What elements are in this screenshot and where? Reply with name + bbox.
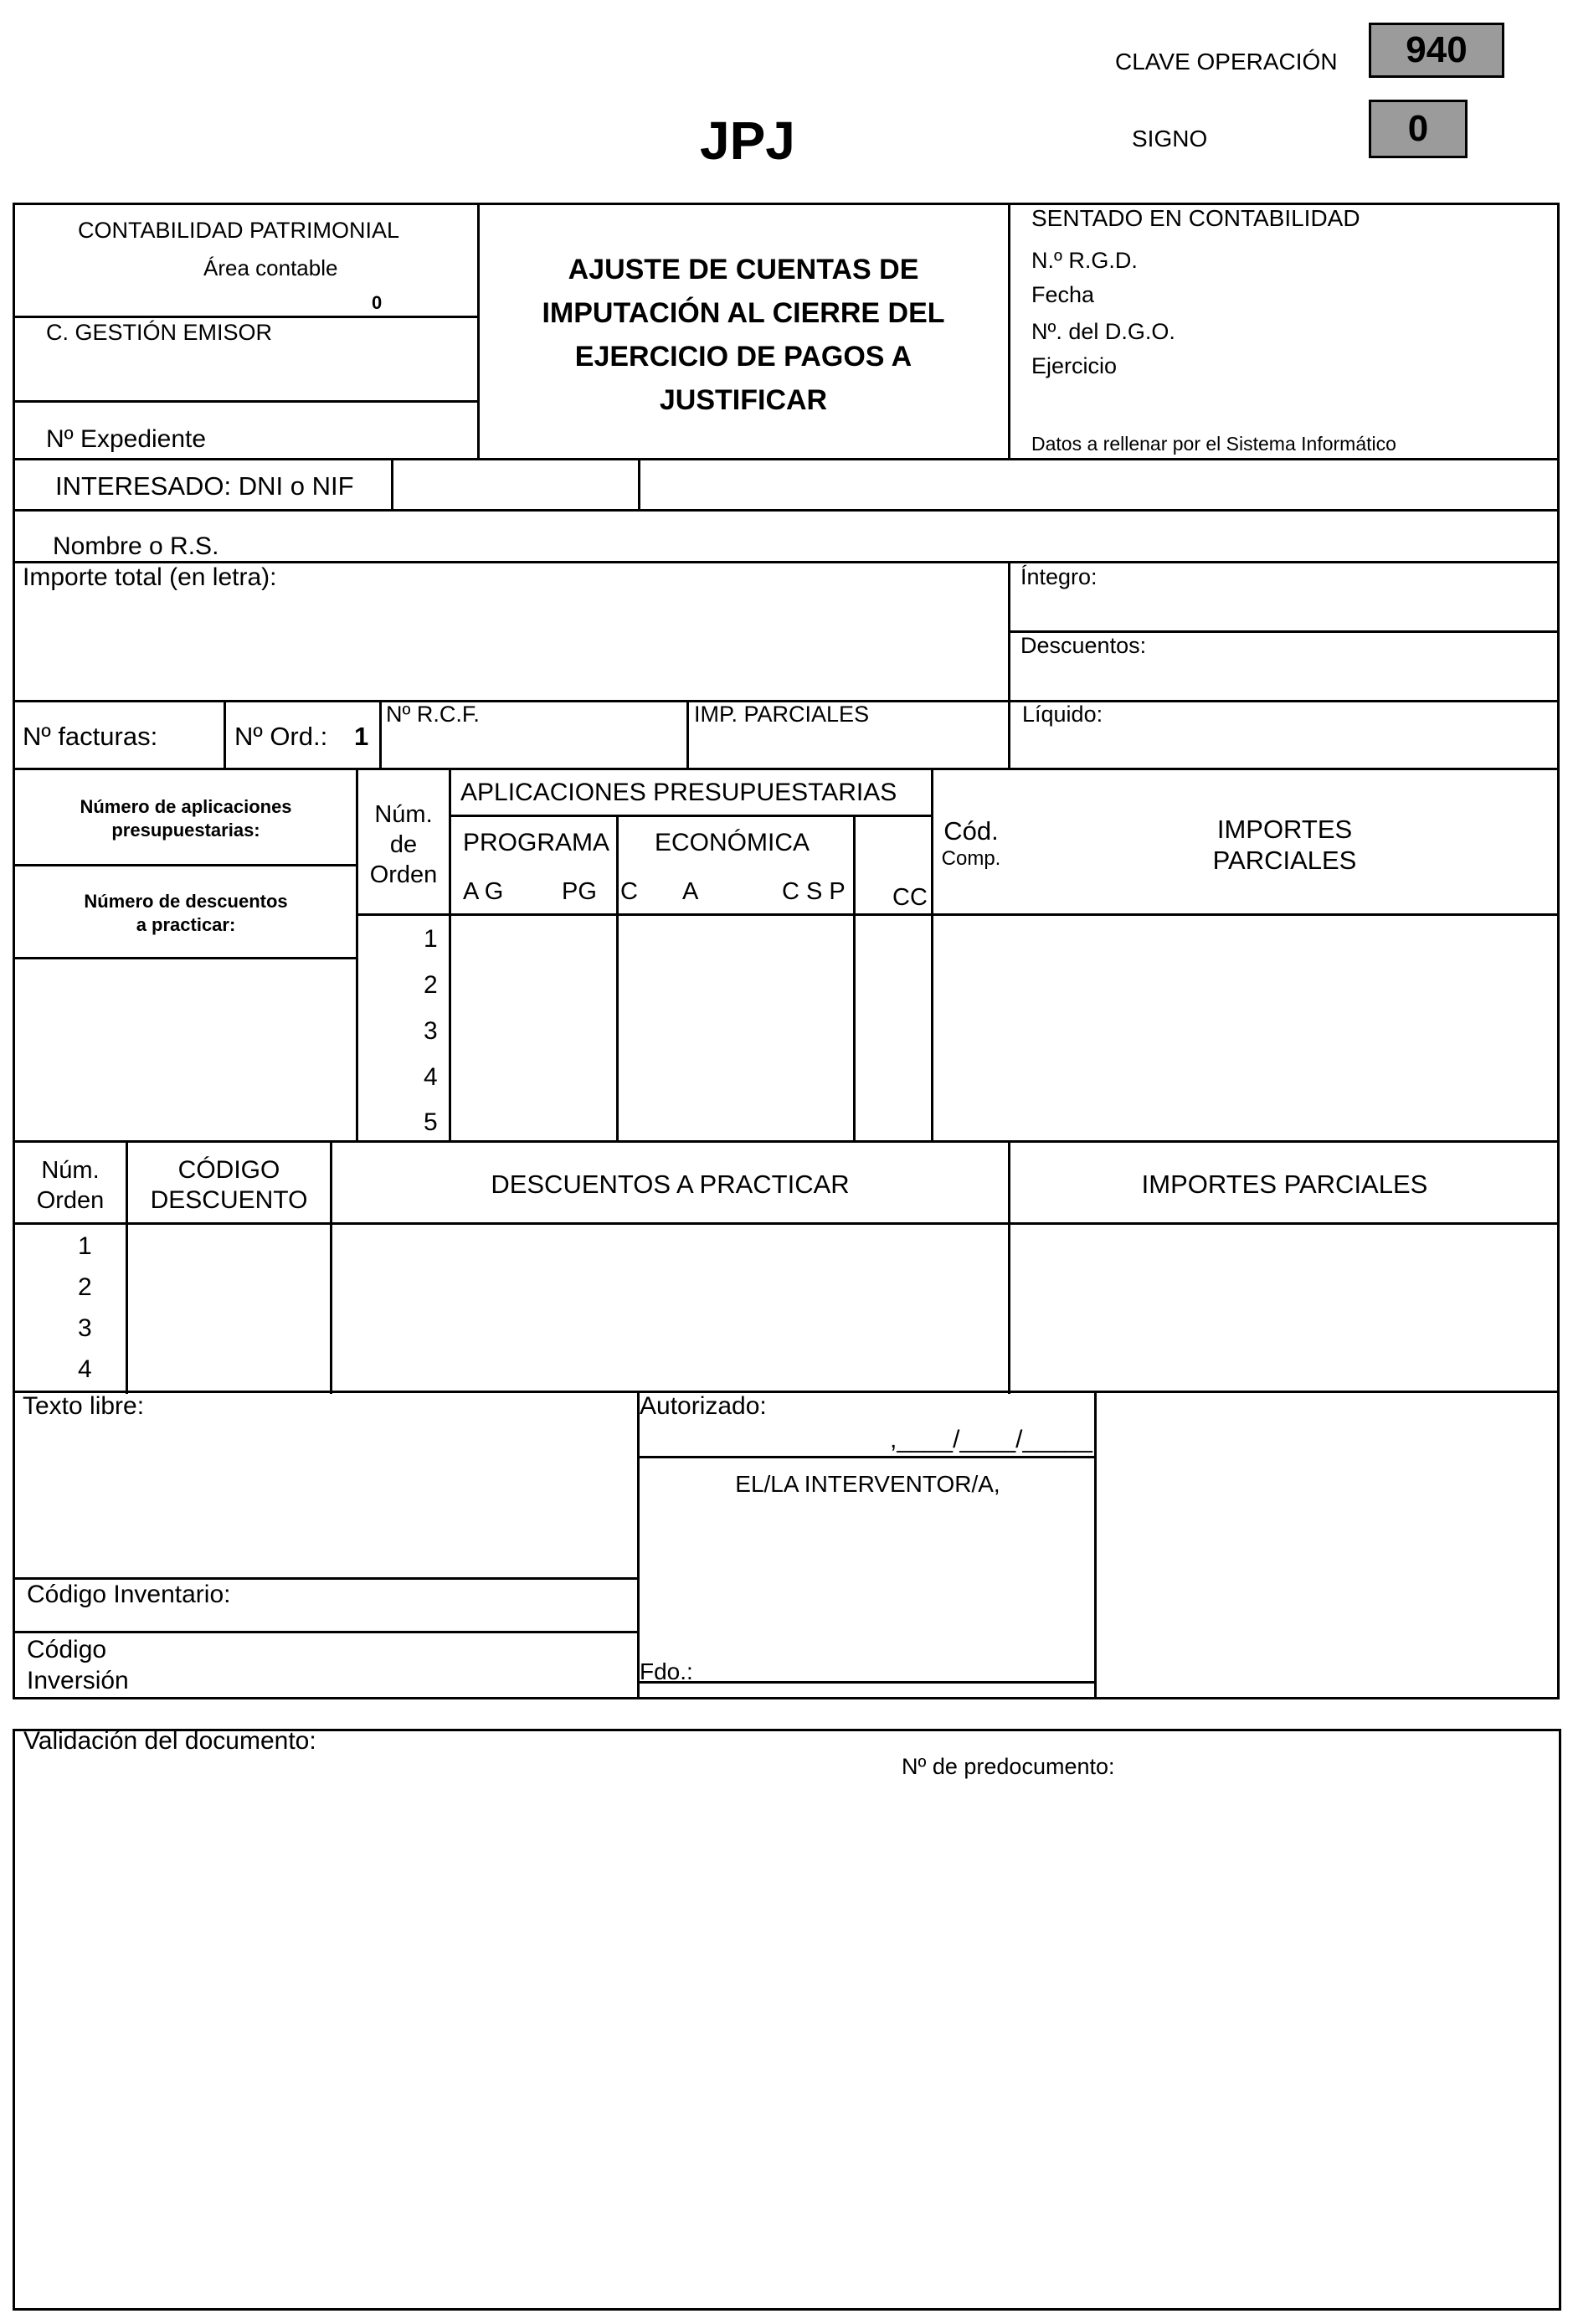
- datos-sistema-note: Datos a rellenar por el Sistema Informático: [1031, 433, 1396, 455]
- comp-header: Comp.: [941, 847, 1001, 870]
- codigo-inversion-label: Código Inversión: [27, 1636, 129, 1694]
- aplicaciones-presupuestarias-header: APLICACIONES PRESUPUESTARIAS: [460, 779, 897, 806]
- desc-num-orden-header: Núm. Orden: [36, 1157, 105, 1214]
- num-orden-header: Núm. de Orden: [369, 801, 438, 888]
- importe-letra-label: Importe total (en letra):: [23, 563, 277, 591]
- rcf-label: Nº R.C.F.: [386, 702, 480, 727]
- nfacturas-label: Nº facturas:: [23, 722, 158, 751]
- autorizado-label: Autorizado:: [640, 1392, 767, 1420]
- ejercicio-label: Ejercicio: [1031, 353, 1118, 378]
- programa-header: PROGRAMA: [463, 829, 610, 856]
- codigo-descuento-header: CÓDIGO DESCUENTO: [150, 1156, 308, 1214]
- codigo-inventario-label: Código Inventario:: [27, 1581, 231, 1608]
- nord-label: Nº Ord.:: [234, 722, 328, 751]
- c-subheader: C: [620, 878, 638, 905]
- nombre-rs-label: Nombre o R.S.: [53, 532, 219, 560]
- importes-parciales-header: IMPORTES PARCIALES: [1212, 815, 1357, 875]
- aplic-row-number: 2: [424, 971, 438, 999]
- desc-row-number: 4: [78, 1355, 92, 1383]
- sentado-label: SENTADO EN CONTABILIDAD: [1031, 205, 1360, 231]
- signo-label: SIGNO: [1132, 126, 1208, 152]
- clave-operacion-label: CLAVE OPERACIÓN: [1115, 49, 1338, 75]
- descuentos-label: Descuentos:: [1020, 633, 1147, 658]
- desc-row-number: 3: [78, 1314, 92, 1342]
- clave-operacion-value: 940: [1369, 23, 1504, 78]
- fdo-label: Fdo.:: [640, 1658, 693, 1684]
- integro-label: Íntegro:: [1020, 564, 1098, 589]
- predocumento-label: Nº de predocumento:: [902, 1754, 1115, 1779]
- cc-subheader: CC: [892, 884, 928, 911]
- autorizado-date-line[interactable]: ,____/____/_____: [890, 1426, 1092, 1453]
- a-subheader: A: [682, 878, 699, 905]
- expediente-label: Nº Expediente: [46, 425, 207, 453]
- cod-header: Cód.: [943, 816, 999, 846]
- num-descuentos-label: Número de descuentos a practicar:: [84, 891, 288, 935]
- contabilidad-label: CONTABILIDAD PATRIMONIAL: [78, 218, 400, 243]
- aplic-row-number: 5: [424, 1108, 438, 1136]
- desc-row-number: 1: [78, 1232, 92, 1260]
- fecha-label: Fecha: [1031, 282, 1095, 307]
- aplic-row-number: 4: [424, 1063, 438, 1091]
- aplic-row-number: 1: [424, 925, 438, 953]
- area-contable-value: 0: [372, 292, 383, 313]
- liquido-label: Líquido:: [1022, 702, 1103, 727]
- area-contable-label: Área contable: [203, 255, 338, 280]
- dni-nif-label: INTERESADO: DNI o NIF: [55, 471, 354, 501]
- validacion-label: Validación del documento:: [23, 1727, 316, 1755]
- desc-row-number: 2: [78, 1273, 92, 1301]
- num-aplicaciones-label: Número de aplicaciones presupuestarias:: [80, 796, 292, 841]
- descuentos-practicar-header: DESCUENTOS A PRACTICAR: [491, 1170, 850, 1199]
- rgd-label: N.º R.G.D.: [1031, 248, 1138, 273]
- interventor-label: EL/LA INTERVENTOR/A,: [735, 1471, 1000, 1497]
- texto-libre-label: Texto libre:: [23, 1392, 145, 1420]
- aplic-row-number: 3: [424, 1017, 438, 1045]
- signo-value: 0: [1369, 100, 1468, 158]
- dni-nif-field[interactable]: [395, 462, 635, 507]
- validacion-frame: [13, 1729, 1561, 2311]
- dgo-label: Nº. del D.G.O.: [1031, 319, 1175, 344]
- form-title: AJUSTE DE CUENTAS DE IMPUTACIÓN AL CIERRE DEL EJERCICIO DE PAGOS A JUSTIFICAR: [542, 254, 945, 416]
- nord-value: 1: [354, 722, 369, 751]
- ag-subheader: A G: [463, 878, 504, 905]
- csp-subheader: C S P: [782, 878, 846, 905]
- imp-parciales-label: IMP. PARCIALES: [694, 702, 870, 727]
- document-code: JPJ: [700, 111, 795, 171]
- economica-header: ECONÓMICA: [655, 829, 810, 856]
- pg-subheader: PG: [562, 878, 597, 905]
- desc-importes-parciales-header: IMPORTES PARCIALES: [1141, 1170, 1428, 1199]
- gestion-emisor-label: C. GESTIÓN EMISOR: [46, 320, 273, 345]
